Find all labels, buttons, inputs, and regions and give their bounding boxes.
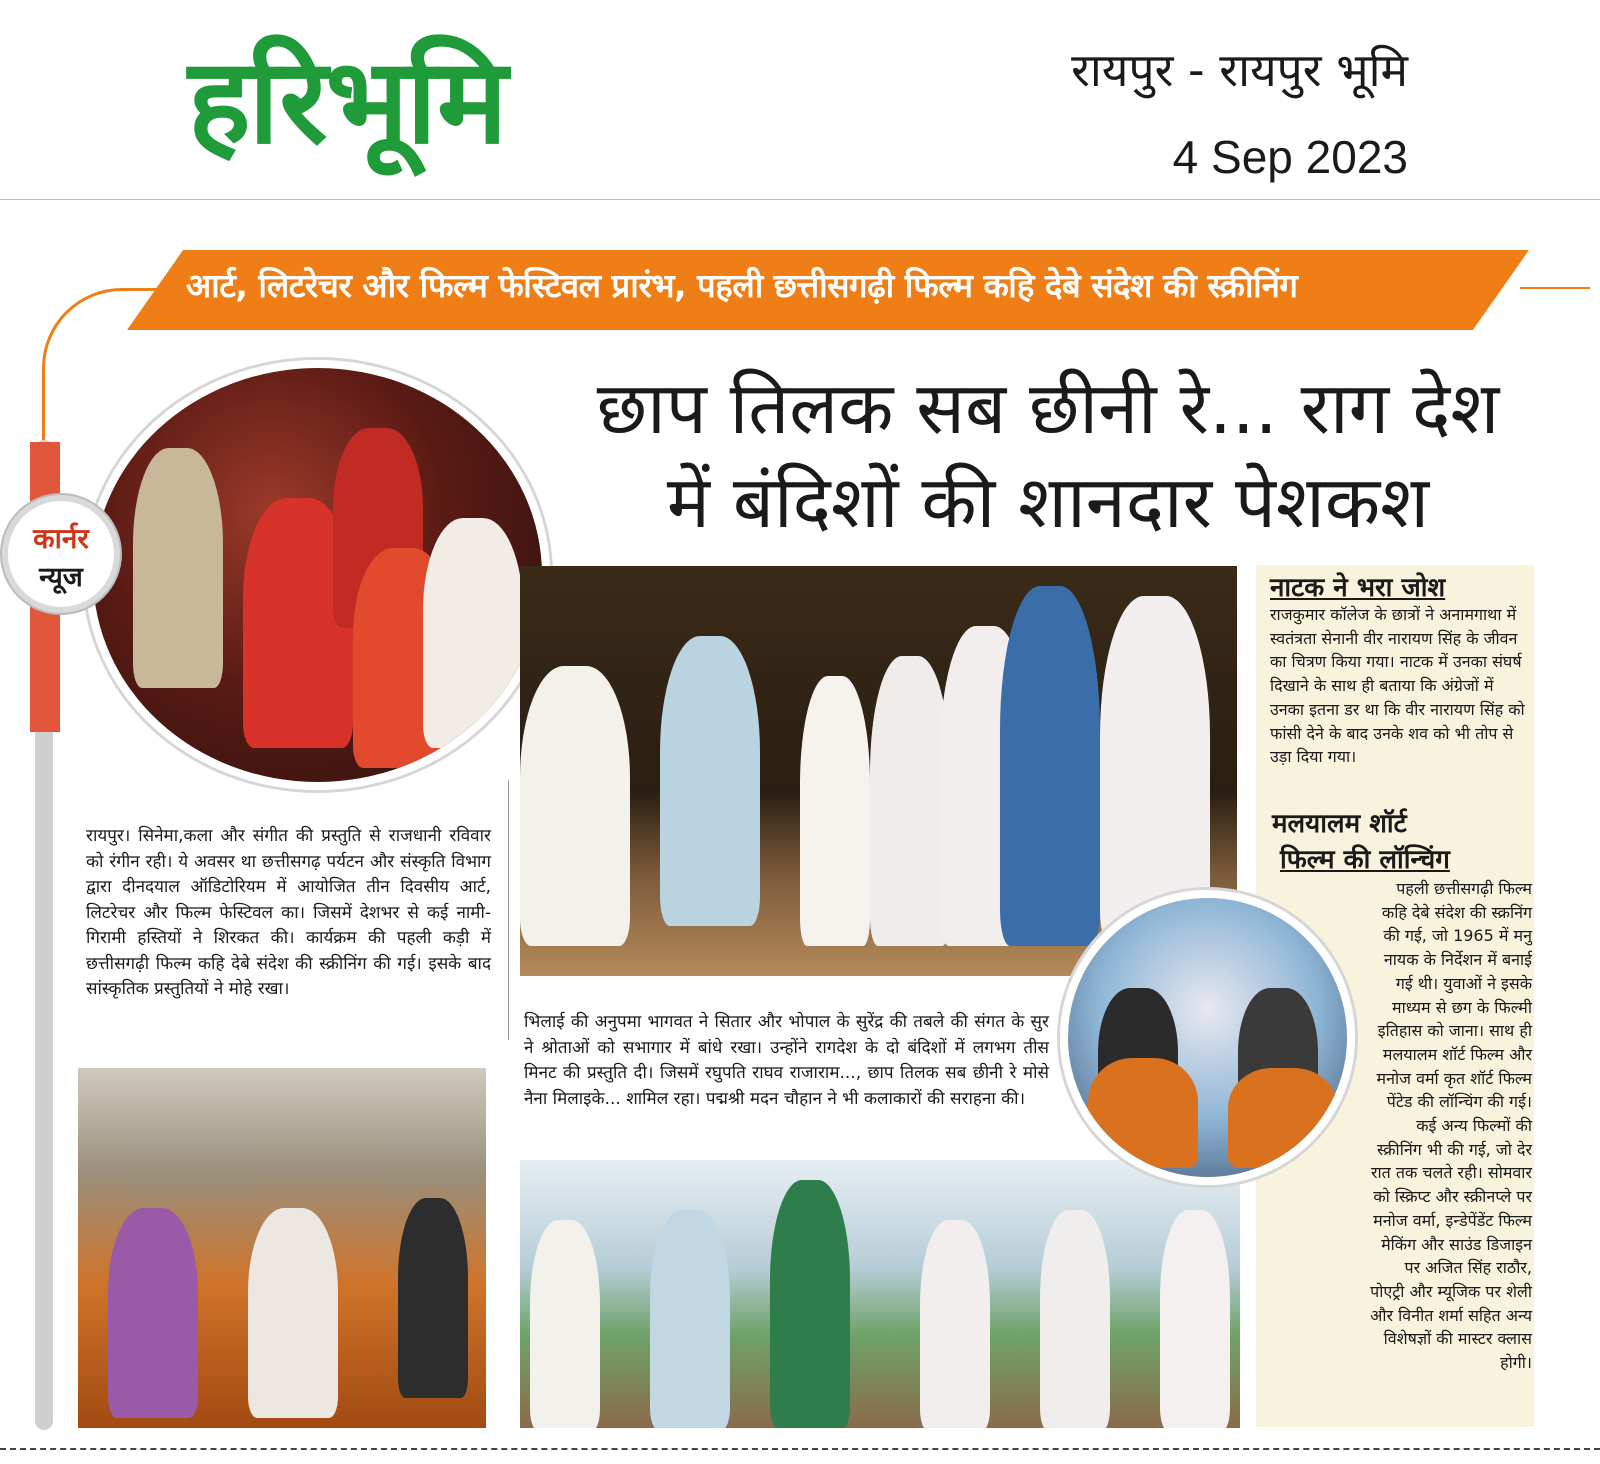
kicker-text: आर्ट, लिटरेचर और फिल्म फेस्टिवल प्रारंभ, पहली छत्तीसगढ़ी फिल्म कहि देबे संदेश की स्क्रीनिंग [186, 266, 1298, 305]
publication-date: 4 Sep 2023 [1172, 131, 1408, 183]
photo-stage-trees [520, 1160, 1240, 1428]
sidebar-heading-drama: नाटक ने भरा जोश [1270, 573, 1446, 603]
sidebar-text-drama: राजकुमार कॉलेज के छात्रों ने अनामगाथा में स्वतंत्रता सेनानी वीर नारायण सिंह के जीवन का चित्रण किया गया। नाटक में उनका संघर्ष दिखाने के साथ ही बताया कि अंग्रेजों में उनका इतना डर था कि वीर नारायण सिंह को फांसी देने के बाद उनके शव को भी तोप से उड़ा दिया गया। [1270, 605, 1525, 767]
column-rule [508, 780, 509, 1040]
masthead [0, 0, 1600, 200]
photo-panel-discussion [1060, 890, 1355, 1185]
newspaper-logo: हरिभूमि [188, 32, 506, 170]
photo-audience [78, 1068, 486, 1428]
article-intro: रायपुर। सिनेमा,कला और संगीत की प्रस्तुति से राजधानी रविवार को रंगीन रही। ये अवसर था छत्तीसगढ़ पर्यटन और संस्कृति विभाग द्वारा दीनदयाल ऑडिटोरियम में आयोजित तीन दिवसीय आर्ट, लिटरेचर और फिल्म फेस्टिवल का। जिसमें देशभर से कई नामी-गिरामी हस्तियों ने शिरकत की। कार्यक्रम की पहली कड़ी में छत्तीसगढ़ी फिल्म कहि देबे संदेश की स्क्रीनिंग की गई। इसके बाद सांस्कृतिक प्रस्तुतियों ने मोहे रखा। [86, 826, 491, 999]
headline-line-2: में बंदिशों की शानदार पेशकश [666, 459, 1430, 544]
corner-news-badge [2, 495, 120, 613]
sidebar-heading-film-line1: मलयालम शॉर्ट [1272, 809, 1407, 839]
article-headline [548, 362, 1548, 549]
headline-line-1: छाप तिलक सब छीनी रे... राग देश [596, 366, 1500, 450]
news-label: न्यूज [39, 562, 83, 593]
kicker-rule [1520, 287, 1590, 289]
sidebar-heading-film-line2: फिल्म की लॉन्चिंग [1280, 845, 1450, 875]
photo-child-performers [85, 360, 550, 790]
bottom-divider [0, 1448, 1600, 1450]
music-paragraph: भिलाई की अनुपमा भागवत ने सितार और भोपाल के सुरेंद्र की तबले की संगत के सुर ने श्रोताओं को सभागार में बांधे रखा। उन्होंने रागदेश के दो बंदिशों में लगभग तीस मिनट की प्रस्तुति दी। जिसमें रघुपति राघव राजाराम..., छाप तिलक सब छीनी रे मोसे नैना मिलाइके... शामिल रहा। पद्मश्री मदन चौहान ने भी कलाकारों की सराहना की। [524, 1012, 1049, 1109]
edition-label: रायपुर - रायपुर भूमि [1071, 43, 1408, 97]
corner-label: कार्नर [33, 522, 89, 555]
sidebar-text-film: पहली छत्तीसगढ़ी फिल्म कहि देबे संदेश की स्क्रनिंग की गई, जो 1965 में मनु नायक के निर्देशन में बनाई गई थी। युवाओं ने इसके माध्यम से छग के फिल्मी इतिहास को जाना। साथ ही मलयालम शॉर्ट फिल्म और मनोज वर्मा कृत शॉर्ट फिल्म पेंटेड की लॉन्चिंग की गई। कई अन्य फिल्मों की स्क्रीनिंग भी की गई, जो देर रात तक चलते रही। सोमवार को स्क्रिप्ट और स्क्रीनप्ले पर मनोज वर्मा, इन्डेपेंडेंट फिल्म मेकिंग और साउंड डिजाइन पर अजित सिंह राठौर, पोएट्री और म्यूजिक पर शेली और विनीत शर्मा सहित अन्य विशेषज्ञों की मास्टर क्लास होगी। [1370, 879, 1532, 1373]
